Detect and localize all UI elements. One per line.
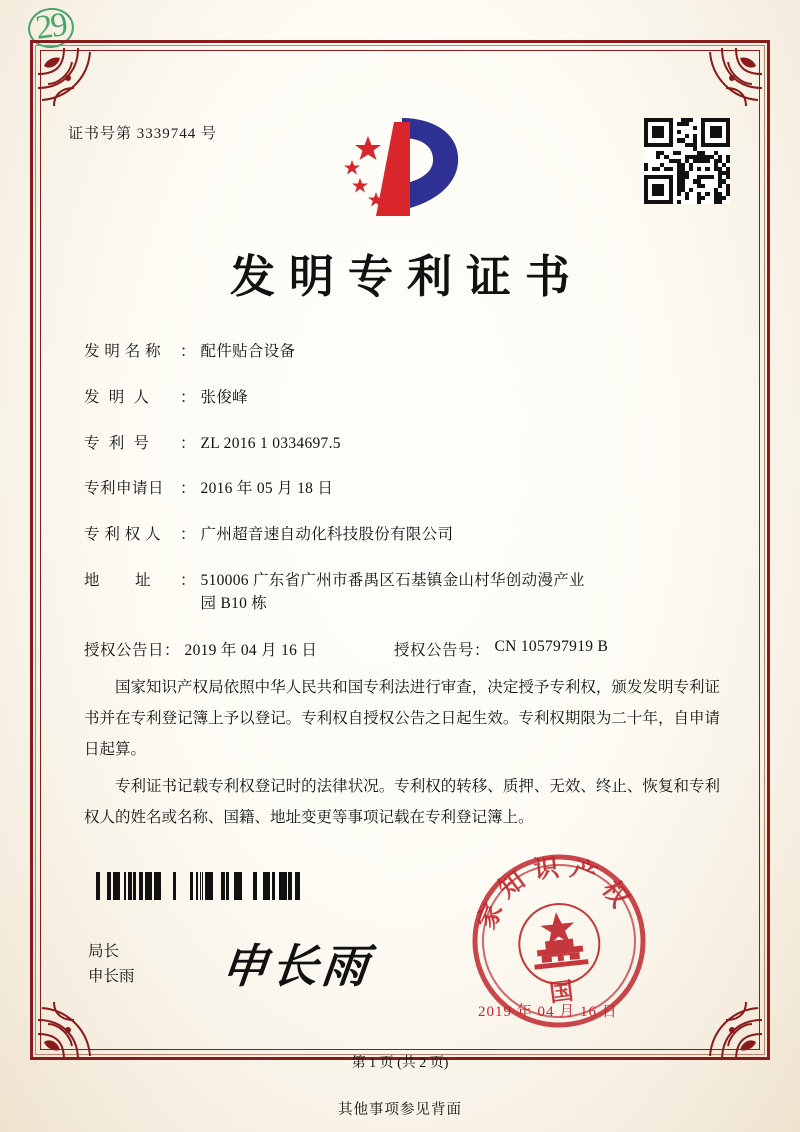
field-label: 专 利 权 人: [84, 526, 162, 543]
field-list: [84, 340, 720, 670]
field-value: ZL 2016 1 0334697.5: [200, 434, 341, 452]
field-value: CN 105797919 B: [494, 637, 609, 655]
director-title: 局长: [88, 943, 120, 960]
field-value-line1: 510006 广东省广州市番禺区石基镇金山村华创动漫产业: [200, 571, 585, 589]
field-colon: ：: [180, 434, 196, 452]
body-text: [84, 672, 720, 839]
field-value: 2019 年 04 月 16 日: [184, 641, 318, 659]
field-label: 授权公告日: [84, 641, 165, 659]
field-colon: ：: [180, 480, 196, 498]
field-colon: ：: [180, 343, 196, 360]
barcode: [88, 872, 300, 900]
field-label: 专 利 号: [84, 434, 150, 452]
field-address: [84, 569, 720, 616]
field-value: [201, 569, 720, 616]
field-value-line2: 园 B10 栋: [200, 595, 268, 612]
certificate-number: 证书号第 3339744 号: [68, 126, 218, 142]
field-colon: ：: [474, 641, 490, 659]
field-label: 发 明 人: [84, 388, 150, 406]
page-number: 第 1 页 (共 2 页): [351, 1056, 449, 1071]
qr-code: [644, 118, 730, 204]
field-grant-row: [84, 638, 720, 660]
field-patent-number: [84, 432, 720, 455]
field-inventor: [84, 386, 720, 409]
field-value: 张俊峰: [200, 388, 248, 406]
director-name: 申长雨: [88, 967, 135, 985]
handwritten-archive-number: 29: [25, 5, 76, 51]
corner-ornament-icon: [674, 972, 766, 1064]
seal-date: 2019 年 04 月 16 日: [478, 1004, 618, 1020]
field-colon: ：: [164, 641, 180, 659]
svg-text:家知识产权: 家知识产权: [473, 853, 639, 934]
field-patentee: [84, 523, 720, 546]
field-label: 授权公告号: [394, 641, 475, 659]
field-value: 配件贴合设备: [200, 343, 296, 360]
field-colon: ：: [180, 571, 196, 589]
field-colon: ：: [180, 388, 196, 406]
paragraph-1: 国家知识产权局依照中华人民共和国专利法进行审查，决定授予专利权，颁发发明专利证书并在专利登记簿上予以登记。专利权自授权公告之日起生效。专利权期限为二十年，自申请日起算。: [84, 679, 720, 758]
field-value: 2016 年 05 月 18 日: [200, 480, 334, 498]
field-grant-number: [394, 638, 608, 660]
footer-note: 其他事项参见背面: [338, 1102, 462, 1118]
field-value: 广州超音速自动化科技股份有限公司: [200, 526, 454, 543]
field-application-date: [84, 477, 720, 500]
cnipa-logo-icon: [332, 112, 468, 224]
svg-text:国: 国: [547, 977, 583, 1008]
page-title: 发明专利证书: [229, 252, 584, 302]
field-label: 专利申请日: [84, 480, 165, 498]
handwritten-signature: 申长雨: [218, 941, 375, 992]
field-label: 地 址: [84, 571, 152, 589]
field-grant-date: [84, 638, 394, 660]
field-colon: ：: [180, 526, 196, 543]
signature-block: [88, 940, 135, 990]
field-label: 发 明 名 称: [84, 343, 162, 360]
paragraph-2: 专利证书记载专利权登记时的法律状况。专利权的转移、质押、无效、终止、恢复和专利权人的姓名或名称、国籍、地址变更等事项记载在专利登记簿上。: [84, 778, 720, 826]
field-invention-name: [84, 340, 720, 363]
